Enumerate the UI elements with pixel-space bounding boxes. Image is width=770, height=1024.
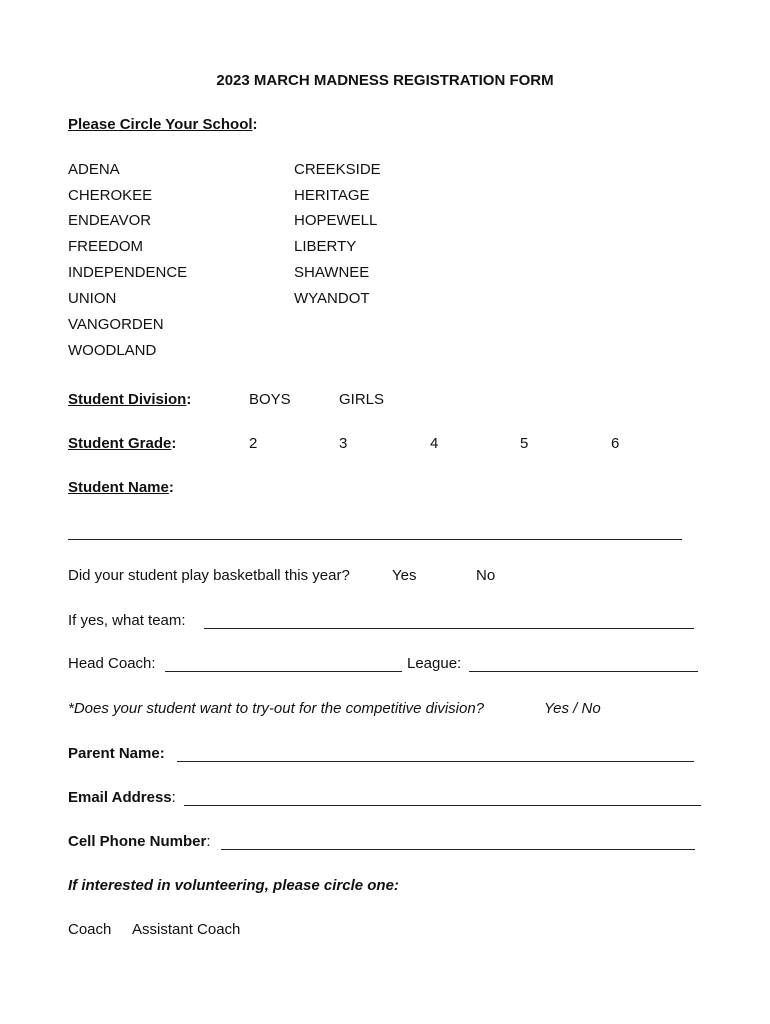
phone-label (68, 833, 211, 851)
school-option[interactable]: UNION (68, 290, 117, 307)
parent-name-label: Parent Name: (68, 745, 165, 762)
team-label: If yes, what team: (68, 612, 186, 629)
school-option[interactable]: CHEROKEE (68, 187, 153, 204)
grade-label-colon: : (171, 435, 177, 452)
school-option[interactable]: FREEDOM (68, 238, 143, 255)
student-name-label-colon: : (168, 479, 174, 496)
form-title: 2023 MARCH MADNESS REGISTRATION FORM (216, 72, 554, 89)
student-name-field[interactable] (68, 539, 682, 540)
division-label-colon: : (186, 391, 192, 408)
school-option[interactable]: HERITAGE (294, 187, 370, 204)
played-question: Did your student play basketball this year? (68, 567, 350, 584)
tryout-answer[interactable]: Yes / No (544, 700, 601, 717)
volunteer-label: If interested in volunteering, please circle one: (68, 877, 399, 894)
parent-name-field[interactable] (177, 761, 694, 762)
student-name-label-text: Student Name (68, 479, 169, 496)
head-coach-label: Head Coach: (68, 655, 156, 672)
team-field[interactable] (204, 628, 694, 629)
phone-field[interactable] (221, 849, 695, 850)
school-option[interactable]: WYANDOT (294, 290, 370, 307)
grade-label (68, 435, 176, 453)
school-option[interactable]: HOPEWELL (294, 212, 378, 229)
email-label-text: Email Address (68, 789, 172, 806)
volunteer-option-coach[interactable]: Coach (68, 921, 112, 938)
grade-option[interactable]: 6 (611, 435, 620, 452)
league-label: League: (407, 655, 462, 672)
email-label (68, 789, 176, 807)
played-option-yes[interactable]: Yes (392, 567, 417, 584)
phone-label-text: Cell Phone Number (68, 833, 207, 850)
phone-label-colon: : (206, 833, 211, 850)
school-option[interactable]: LIBERTY (294, 238, 357, 255)
school-option[interactable]: ENDEAVOR (68, 212, 152, 229)
school-option[interactable]: WOODLAND (68, 342, 157, 359)
school-option[interactable]: SHAWNEE (294, 264, 370, 281)
grade-option[interactable]: 3 (339, 435, 348, 452)
division-label (68, 391, 191, 409)
school-label-colon: : (252, 116, 258, 133)
tryout-question: *Does your student want to try-out for the competitive division? (68, 700, 485, 717)
email-field[interactable] (184, 805, 701, 806)
league-field[interactable] (469, 671, 698, 672)
grade-label-text: Student Grade (68, 435, 172, 452)
division-option-girls[interactable]: GIRLS (339, 391, 385, 408)
grade-option[interactable]: 2 (249, 435, 258, 452)
played-option-no[interactable]: No (476, 567, 496, 584)
head-coach-field[interactable] (165, 671, 402, 672)
division-label-text: Student Division (68, 391, 187, 408)
school-option[interactable]: INDEPENDENCE (68, 264, 188, 281)
student-name-label (68, 479, 174, 497)
email-label-colon: : (171, 789, 176, 806)
grade-option[interactable]: 5 (520, 435, 529, 452)
volunteer-option-assistant-coach[interactable]: Assistant Coach (132, 921, 241, 938)
school-label (68, 116, 258, 134)
school-option[interactable]: VANGORDEN (68, 316, 164, 333)
school-option[interactable]: CREEKSIDE (294, 161, 381, 178)
grade-option[interactable]: 4 (430, 435, 439, 452)
school-option[interactable]: ADENA (68, 161, 120, 178)
division-option-boys[interactable]: BOYS (249, 391, 291, 408)
school-label-text: Please Circle Your School (68, 116, 253, 133)
